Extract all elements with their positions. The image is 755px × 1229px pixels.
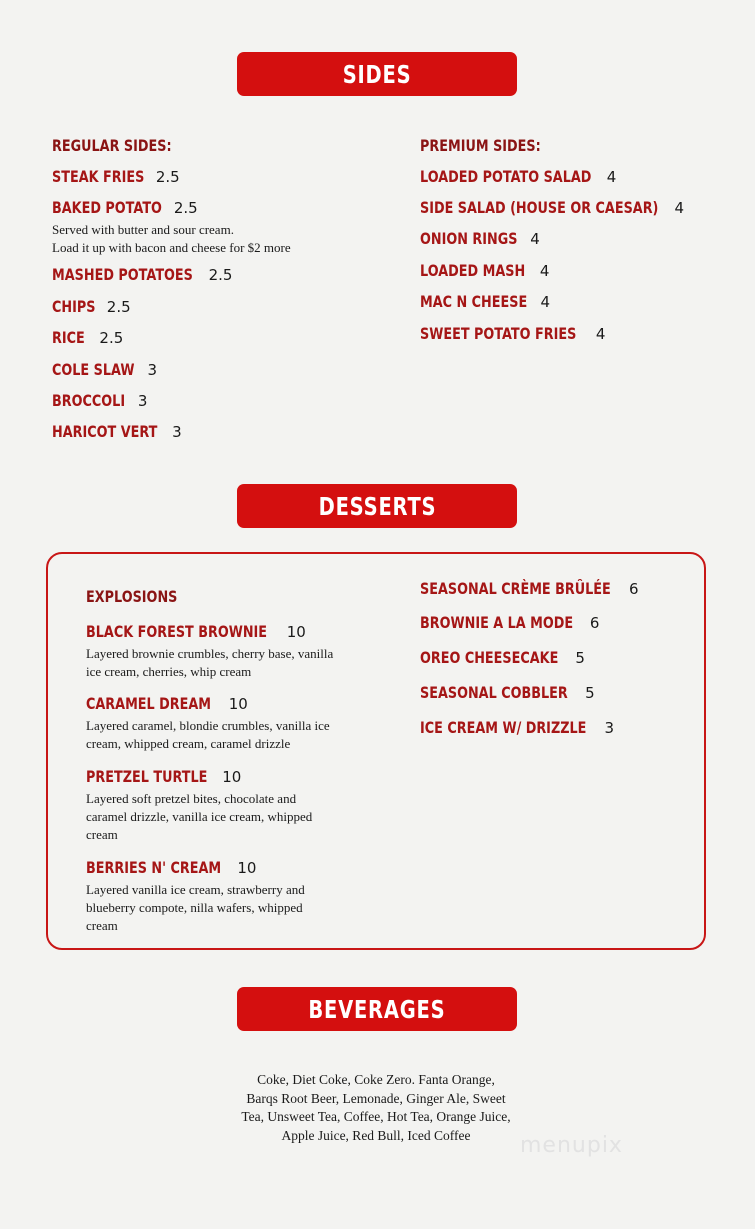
menu-item <box>52 198 198 218</box>
item-price: 10 <box>222 768 242 786</box>
sides-title: SIDES <box>342 59 412 89</box>
item-name: COLE SLAW <box>52 360 135 379</box>
beverages-title: BEVERAGES <box>308 994 446 1024</box>
item-price: 2.5 <box>99 329 124 347</box>
item-price: 2.5 <box>155 168 180 186</box>
item-name: CHIPS <box>52 297 96 316</box>
beverages-line: Coke, Diet Coke, Coke Zero. Fanta Orange, <box>257 1072 495 1087</box>
menu-item <box>52 297 131 317</box>
item-name: SWEET POTATO FRIES <box>420 324 577 343</box>
item-price: 4 <box>540 293 551 311</box>
item-price: 5 <box>585 684 595 702</box>
menu-item <box>52 328 123 348</box>
item-description: Layered brownie crumbles, cherry base, vanilla <box>86 646 334 661</box>
item-name: LOADED POTATO SALAD <box>420 167 592 186</box>
item-name: BAKED POTATO <box>52 198 162 217</box>
item-name: SEASONAL CRÈME BRÛLÉE <box>420 579 611 598</box>
menu-item <box>86 622 306 642</box>
menu-item <box>52 167 180 187</box>
item-price: 10 <box>286 623 306 641</box>
item-price: 5 <box>575 649 585 667</box>
item-price: 2.5 <box>173 199 198 217</box>
menu-item <box>420 198 684 218</box>
item-price: 4 <box>595 325 606 343</box>
item-name: BROWNIE A LA MODE <box>420 613 574 632</box>
item-name: MASHED POTATOES <box>52 265 193 284</box>
item-price: 3 <box>172 423 182 441</box>
item-description: Layered caramel, blondie crumbles, vanilla ice <box>86 718 330 733</box>
item-description: cream <box>86 827 118 842</box>
item-price: 6 <box>628 580 639 598</box>
menu-item <box>52 391 147 411</box>
menu-item <box>52 265 232 285</box>
item-price: 2.5 <box>106 298 131 316</box>
menu-item <box>86 767 241 787</box>
beverages-banner <box>237 987 517 1031</box>
item-price: 4 <box>539 262 550 280</box>
item-price: 2.5 <box>208 266 233 284</box>
menu-item <box>86 694 248 714</box>
menu-item <box>420 579 638 599</box>
item-price: 10 <box>237 859 257 877</box>
menu-item <box>420 324 605 344</box>
beverages-line: Barqs Root Beer, Lemonade, Ginger Ale, Sweet <box>246 1090 506 1106</box>
menu-item <box>420 261 549 281</box>
item-name: LOADED MASH <box>420 261 526 280</box>
item-name: SIDE SALAD (HOUSE OR CAESAR) <box>420 198 659 217</box>
beverages-line: Apple Juice, Red Bull, Iced Coffee <box>281 1127 471 1143</box>
item-description: blueberry compote, nilla wafers, whipped <box>86 900 303 915</box>
item-name: STEAK FRIES <box>52 167 145 186</box>
desserts-banner <box>237 484 517 528</box>
menu-item <box>420 648 585 668</box>
menu-item <box>420 229 540 249</box>
item-name: BLACK FOREST BROWNIE <box>86 622 268 641</box>
item-description: Layered vanilla ice cream, strawberry and <box>86 882 305 897</box>
item-price: 4 <box>606 168 617 186</box>
item-description: caramel drizzle, vanilla ice cream, whipped <box>86 809 313 824</box>
desserts-title: DESSERTS <box>318 491 436 521</box>
explosions-heading: EXPLOSIONS <box>86 587 178 606</box>
item-description: cream, whipped cream, caramel drizzle <box>86 736 291 751</box>
menu-item <box>420 683 595 703</box>
menu-item <box>420 167 616 187</box>
beverages-line: Tea, Unsweet Tea, Coffee, Hot Tea, Orange Juice, <box>241 1109 511 1124</box>
item-price: 3 <box>604 719 615 737</box>
item-name: SEASONAL COBBLER <box>420 683 568 702</box>
menu-item <box>420 292 550 312</box>
item-price: 6 <box>589 614 600 632</box>
item-price: 4 <box>530 230 540 248</box>
sides-banner <box>237 52 517 96</box>
menu-item <box>52 360 157 380</box>
item-name: RICE <box>52 328 85 347</box>
item-name: BERRIES N' CREAM <box>86 858 222 877</box>
item-name: ICE CREAM W/ DRIZZLE <box>420 718 587 737</box>
item-description: Load it up with bacon and cheese for $2 more <box>52 240 291 255</box>
premium-sides-heading: PREMIUM SIDES: <box>420 136 541 155</box>
item-description: Served with butter and sour cream. <box>52 222 234 237</box>
regular-sides-heading: REGULAR SIDES: <box>52 136 172 155</box>
item-description: Layered soft pretzel bites, chocolate and <box>86 791 297 806</box>
item-name: ONION RINGS <box>420 229 518 248</box>
item-name: MAC N CHEESE <box>420 292 528 311</box>
item-name: OREO CHEESECAKE <box>420 648 559 667</box>
item-price: 3 <box>137 392 148 410</box>
item-name: BROCCOLI <box>52 391 126 410</box>
menu-item <box>52 422 182 442</box>
item-name: HARICOT VERT <box>52 422 158 441</box>
item-price: 4 <box>674 199 684 217</box>
item-description: cream <box>86 918 118 933</box>
item-name: CARAMEL DREAM <box>86 694 212 713</box>
menu-item <box>420 718 614 738</box>
item-name: PRETZEL TURTLE <box>86 767 208 786</box>
item-price: 3 <box>147 361 158 379</box>
menu-item <box>420 613 599 633</box>
item-price: 10 <box>228 695 248 713</box>
menu-item <box>86 858 256 878</box>
beverages-list <box>226 1071 526 1145</box>
item-description: ice cream, cherries, whip cream <box>86 664 252 679</box>
watermark: menupix <box>520 1133 623 1158</box>
